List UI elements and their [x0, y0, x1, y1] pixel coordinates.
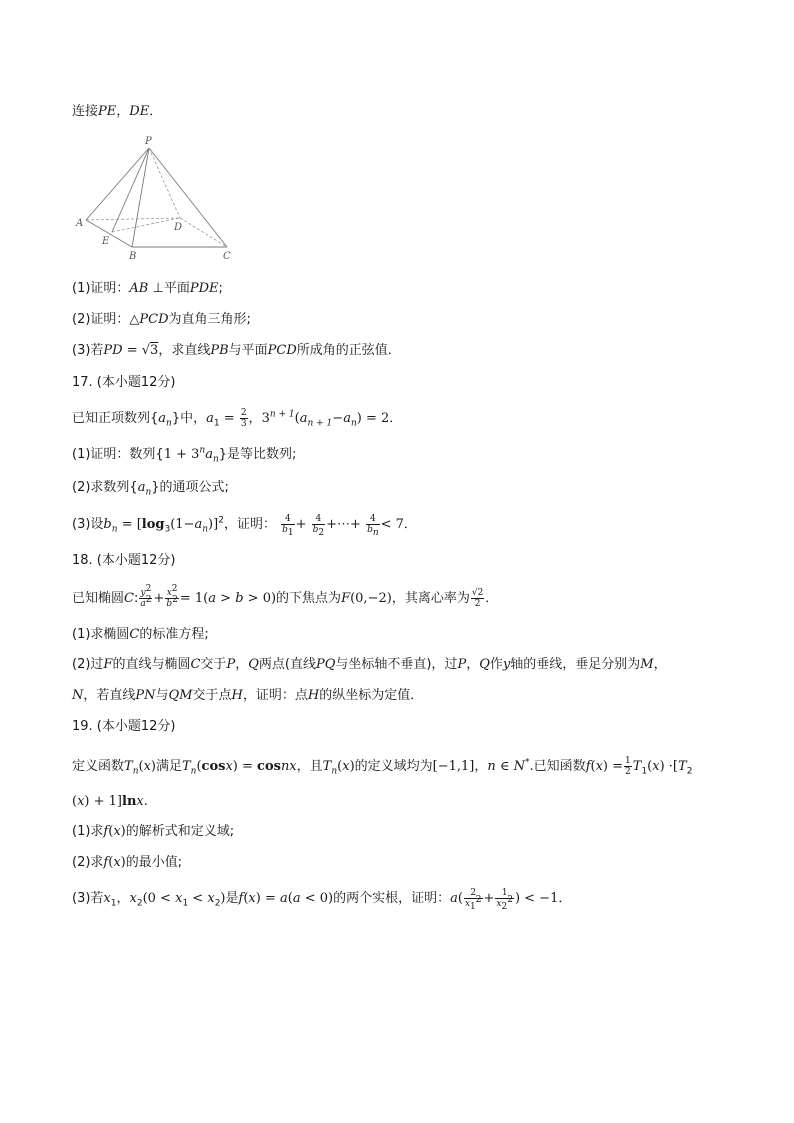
- q16-part1: (1)证明：AB ⊥平面PDE;: [72, 281, 223, 296]
- q16-part2: (2)证明：△PCD为直角三角形;: [72, 312, 251, 327]
- label-E: E: [102, 236, 110, 247]
- label-D: D: [174, 222, 183, 233]
- label-P: P: [145, 136, 152, 147]
- label-A: A: [76, 218, 84, 229]
- q19-part3: (3)若$x_1$，$x_2(0 < x_1 < x_2)$是f(x) = a(a < 0)的两个实根，证明：a( $\frac{2}{x_1^2}$ + $\frac{1}{x_2^2}$ ) < −1．: [72, 888, 572, 912]
- q16-part3: (3)若PD = √3，求直线PB与平面PCD所成角的正弦值．: [72, 343, 401, 358]
- intro-text: 连接PE，DE．: [72, 104, 163, 119]
- q19-part1: (1)求f(x)的解析式和定义域;: [72, 824, 235, 839]
- q17-header: 17. (本小题12分): [72, 375, 176, 390]
- q18-stem: 已知椭圆C: $\frac{y^2}{a^2}$ + $\frac{x^2}{b^2}$ = 1(a > b > 0)的下焦点为F(0,−2)，其离心率为 $\frac{√2}{2}$ ．: [72, 584, 499, 609]
- q18-part2-line2: N，若直线PN与QM交于点H，证明：点H的纵坐标为定值．: [72, 688, 424, 703]
- q19-stem-line2: (x) + 1]lnx.: [72, 794, 148, 809]
- q18-part2-line1: (2)过F的直线与椭圆C交于P，Q两点(直线PQ与坐标轴不垂直)，过P，Q作y轴的垂线，垂足分别为M，: [72, 657, 667, 672]
- label-B: B: [129, 251, 137, 262]
- q17-stem: 已知正项数列$\{a_n\}$中，$a_1$ = $\frac{2}{3}$ ，$3^{n + 1}(a_{n + 1}-a_n) = 2$．: [72, 408, 403, 429]
- q18-part1: (1)求椭圆C的标准方程;: [72, 627, 209, 642]
- q19-part2: (2)求f(x)的最小值;: [72, 855, 183, 870]
- q19-stem-line1: 定义函数$T_n(x)$满足$T_n(\cos x)$ = cosnx，且$T_n(x)$的定义域均为[−1,1]，n ∈ N*.已知函数f(x) = $\frac{1}{2}$ $T_1(x) \cdot[T_2$: [72, 756, 693, 777]
- q18-header: 18. (本小题12分): [72, 553, 176, 568]
- q17-part1: (1)证明：数列$\{1 + 3^na_n\}$是等比数列;: [72, 445, 297, 465]
- q17-part2: (2)求数列$\{a_n\}$的通项公式;: [72, 480, 229, 498]
- q17-part3: (3)设$b_n = [\log_3(1-a_n)]^2$，证明： $\frac{4}{b_1}$ + $\frac{4}{b_2}$ +⋯+ $\frac{4}{b_n}$ < 7．: [72, 514, 417, 538]
- label-C: C: [223, 251, 231, 262]
- pyramid-figure: [72, 132, 242, 262]
- q19-header: 19. (本小题12分): [72, 719, 176, 734]
